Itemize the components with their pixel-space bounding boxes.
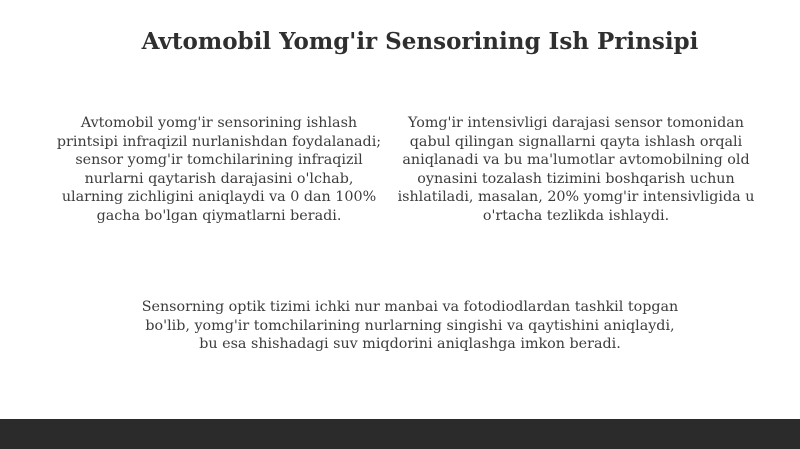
paragraph-right: Yomg'ir intensivligi darajasi sensor tomonidan qabul qilingan signallarni qayta ishlash orqali aniqlanadi va bu ma'lumotlar avtomobilning old oynasini tozalash tizimini boshqarish uchun ishlatiladi, masalan, 20% yomg'ir intensivligida u o'rtacha tezlikda ishlaydi. [397, 115, 755, 224]
paragraph-bottom: Sensorning optik tizimi ichki nur manbai va fotodiodlardan tashkil topgan bo'lib, yomg'ir tomchilarining nurlarning singishi va qaytishini aniqlaydi, bu esa shishadagi suv miqdorini aniqlashga imkon beradi. [141, 299, 679, 352]
slide-title: Avtomobil Yomg'ir Sensorining Ish Prinsipi [141, 28, 699, 55]
paragraph-left: Avtomobil yomg'ir sensorining ishlash printsipi infraqizil nurlanishdan foydalanadi; sensor yomg'ir tomchilarining infraqizil nurlarni qaytarish darajasini o'lchab, ularning zichligini aniqlaydi va 0 dan 100% gacha bo'lgan qiymatlarni beradi. [56, 115, 382, 224]
footer-bar [0, 419, 800, 449]
